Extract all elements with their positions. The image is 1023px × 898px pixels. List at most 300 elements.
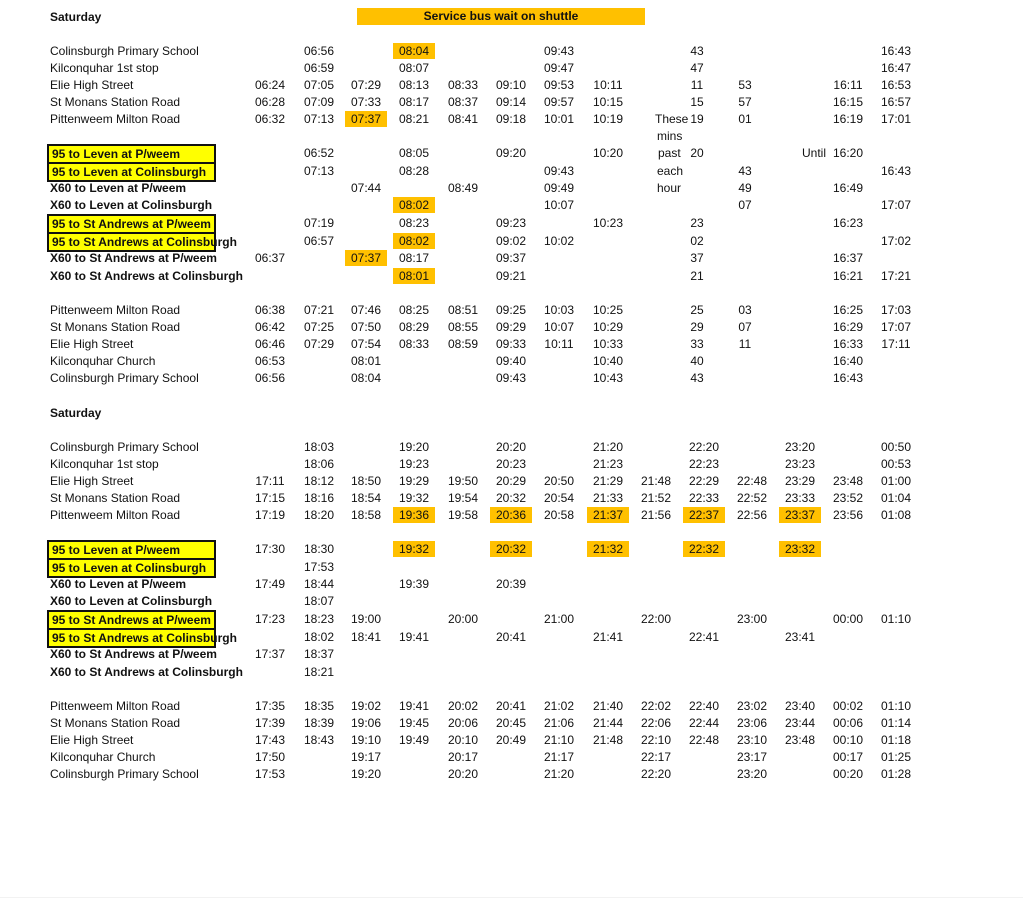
time-cell: 17:37 xyxy=(254,647,286,661)
time-cell: 20:20 xyxy=(495,440,527,454)
time-cell: 08:25 xyxy=(398,303,430,317)
time-cell: 18:43 xyxy=(303,733,335,747)
time-cell: 22:33 xyxy=(688,491,720,505)
time-cell: 21:40 xyxy=(592,699,624,713)
time-cell: 07 xyxy=(738,320,752,334)
time-cell: 16:25 xyxy=(832,303,864,317)
time-cell: 01:10 xyxy=(880,699,912,713)
time-cell: 17:11 xyxy=(255,474,285,488)
time-cell: 22:56 xyxy=(736,508,768,522)
stop-label: Elie High Street xyxy=(50,337,134,351)
time-cell: 10:33 xyxy=(592,337,624,351)
time-cell: 09:29 xyxy=(495,320,527,334)
time-cell: 10:29 xyxy=(592,320,624,334)
time-cell: 23:41 xyxy=(784,630,816,644)
time-cell: 22:52 xyxy=(736,491,768,505)
time-cell: 06:59 xyxy=(303,61,335,75)
time-cell: 23:00 xyxy=(736,612,768,626)
time-cell: 09:43 xyxy=(543,164,575,178)
time-cell: 23:56 xyxy=(832,508,864,522)
time-cell: 20:32 xyxy=(495,491,527,505)
time-cell: 33 xyxy=(690,337,704,351)
time-cell: 17:01 xyxy=(880,112,912,126)
time-cell: 18:41 xyxy=(350,630,382,644)
time-cell: 07:54 xyxy=(350,337,382,351)
stop-label: Colinsburgh Primary School xyxy=(50,371,199,385)
time-cell: 23:29 xyxy=(784,474,816,488)
time-cell: 47 xyxy=(690,61,704,75)
time-cell: 16:57 xyxy=(880,95,912,109)
time-cell: 23:33 xyxy=(784,491,816,505)
time-cell: 23:52 xyxy=(832,491,864,505)
time-cell: 00:53 xyxy=(880,457,912,471)
time-cell: 07:09 xyxy=(303,95,335,109)
time-cell: 20:17 xyxy=(447,750,479,764)
time-cell: 10:25 xyxy=(592,303,624,317)
time-cell: 22:41 xyxy=(688,630,720,644)
highlighted-time-cell: 22:32 xyxy=(683,541,725,557)
stop-label: Kilconquhar Church xyxy=(50,354,156,368)
time-cell: 07:13 xyxy=(303,164,335,178)
time-cell: 01:28 xyxy=(880,767,912,781)
time-cell: 21:52 xyxy=(640,491,672,505)
time-cell: 22:44 xyxy=(688,716,720,730)
time-cell: 06:32 xyxy=(254,112,286,126)
time-cell: 00:06 xyxy=(832,716,864,730)
section-title-2: Saturday xyxy=(50,406,102,420)
note-each: each xyxy=(657,164,684,178)
time-cell: 17:02 xyxy=(880,234,912,248)
stop-label: Pittenweem Milton Road xyxy=(50,112,181,126)
time-cell: 08:21 xyxy=(398,112,430,126)
time-cell: 18:44 xyxy=(303,577,335,591)
time-cell: 10:15 xyxy=(592,95,624,109)
time-cell: 21:41 xyxy=(592,630,624,644)
time-cell: 18:21 xyxy=(303,665,335,679)
time-cell: 18:54 xyxy=(350,491,382,505)
time-cell: 21:48 xyxy=(592,733,624,747)
time-cell: 09:43 xyxy=(495,371,527,385)
highlighted-time-cell: 07:37 xyxy=(345,111,387,127)
stop-label: Colinsburgh Primary School xyxy=(50,440,199,454)
time-cell: 09:37 xyxy=(495,251,527,265)
time-cell: 23:40 xyxy=(784,699,816,713)
time-cell: 21:48 xyxy=(640,474,672,488)
time-cell: 01:18 xyxy=(880,733,912,747)
time-cell: 20:00 xyxy=(447,612,479,626)
time-cell: 10:40 xyxy=(592,354,624,368)
time-cell: 02 xyxy=(690,234,704,248)
time-cell: 21:02 xyxy=(543,699,575,713)
time-cell: 19:54 xyxy=(447,491,479,505)
note-these: These xyxy=(655,112,689,126)
time-cell: 08:33 xyxy=(398,337,430,351)
stop-label: Pittenweem Milton Road xyxy=(50,508,181,522)
time-cell: 06:56 xyxy=(303,44,335,58)
time-cell: 22:17 xyxy=(640,750,672,764)
time-cell: 16:37 xyxy=(832,251,864,265)
highlighted-time-cell: 07:37 xyxy=(345,250,387,266)
time-cell: 21:20 xyxy=(543,767,575,781)
time-cell: 21:29 xyxy=(592,474,624,488)
time-cell: 17:19 xyxy=(254,508,286,522)
stop-label: Colinsburgh Primary School xyxy=(50,44,199,58)
time-cell: 17:35 xyxy=(254,699,286,713)
time-cell: 18:39 xyxy=(303,716,335,730)
time-cell: 20:23 xyxy=(495,457,527,471)
time-cell: 20:58 xyxy=(543,508,575,522)
stop-label: 95 to Leven at P/weem xyxy=(47,540,216,560)
highlighted-time-cell: 20:36 xyxy=(490,507,532,523)
highlighted-time-cell: 23:37 xyxy=(779,507,821,523)
time-cell: 17:15 xyxy=(254,491,286,505)
stop-label: Pittenweem Milton Road xyxy=(50,699,181,713)
highlighted-time-cell: 23:32 xyxy=(779,541,821,557)
time-cell: 53 xyxy=(738,78,752,92)
stop-label: X60 to St Andrews at P/weem xyxy=(50,251,217,265)
time-cell: 23:10 xyxy=(736,733,768,747)
time-cell: 23:20 xyxy=(736,767,768,781)
time-cell: 21:33 xyxy=(592,491,624,505)
stop-label: Colinsburgh Primary School xyxy=(50,767,199,781)
time-cell: 07:29 xyxy=(350,78,382,92)
time-cell: 20 xyxy=(690,146,704,160)
stop-label: X60 to St Andrews at Colinsburgh xyxy=(50,665,243,679)
time-cell: 22:20 xyxy=(640,767,672,781)
time-cell: 19:29 xyxy=(398,474,430,488)
stop-label: 95 to St Andrews at Colinsburgh xyxy=(47,628,216,648)
time-cell: 00:00 xyxy=(832,612,864,626)
time-cell: 22:48 xyxy=(688,733,720,747)
time-cell: 22:48 xyxy=(736,474,768,488)
section-title-1: Saturday xyxy=(50,10,102,24)
time-cell: 16:19 xyxy=(832,112,864,126)
time-cell: 18:20 xyxy=(303,508,335,522)
time-cell: 22:20 xyxy=(688,440,720,454)
time-cell: 49 xyxy=(738,181,752,195)
time-cell: 18:30 xyxy=(303,542,335,556)
time-cell: 07:21 xyxy=(303,303,335,317)
time-cell: 10:07 xyxy=(543,320,575,334)
time-cell: 09:25 xyxy=(495,303,527,317)
note-hour: hour xyxy=(657,181,682,195)
time-cell: 06:38 xyxy=(254,303,286,317)
time-cell: 08:05 xyxy=(398,146,430,160)
time-cell: 07:05 xyxy=(303,78,335,92)
highlighted-time-cell: 21:32 xyxy=(587,541,629,557)
time-cell: 21:17 xyxy=(543,750,575,764)
time-cell: 08:23 xyxy=(398,216,430,230)
time-cell: 10:01 xyxy=(543,112,575,126)
stop-label: St Monans Station Road xyxy=(50,716,181,730)
time-cell: 00:50 xyxy=(880,440,912,454)
highlighted-time-cell: 19:36 xyxy=(393,507,435,523)
time-cell: 10:11 xyxy=(593,78,623,92)
time-cell: 20:50 xyxy=(543,474,575,488)
time-cell: 19:39 xyxy=(398,577,430,591)
time-cell: 19:20 xyxy=(398,440,430,454)
time-cell: 19 xyxy=(690,112,704,126)
time-cell: 23:17 xyxy=(736,750,768,764)
time-cell: 16:43 xyxy=(832,371,864,385)
time-cell: 10:20 xyxy=(592,146,624,160)
stop-label: X60 to Leven at P/weem xyxy=(50,577,187,591)
highlighted-time-cell: 20:32 xyxy=(490,541,532,557)
time-cell: 22:29 xyxy=(688,474,720,488)
stop-label: 95 to St Andrews at P/weem xyxy=(47,610,216,630)
time-cell: 16:43 xyxy=(880,164,912,178)
time-cell: 22:00 xyxy=(640,612,672,626)
time-cell: 18:03 xyxy=(303,440,335,454)
stop-label: Elie High Street xyxy=(50,733,134,747)
time-cell: 20:54 xyxy=(543,491,575,505)
time-cell: 18:58 xyxy=(350,508,382,522)
time-cell: 20:02 xyxy=(447,699,479,713)
time-cell: 18:50 xyxy=(350,474,382,488)
time-cell: 19:00 xyxy=(350,612,382,626)
time-cell: 20:39 xyxy=(495,577,527,591)
time-cell: 21:44 xyxy=(592,716,624,730)
time-cell: 16:40 xyxy=(832,354,864,368)
time-cell: 20:49 xyxy=(495,733,527,747)
time-cell: 19:50 xyxy=(447,474,479,488)
time-cell: 06:37 xyxy=(254,251,286,265)
time-cell: 07:13 xyxy=(303,112,335,126)
time-cell: 18:06 xyxy=(303,457,335,471)
time-cell: 17:23 xyxy=(254,612,286,626)
time-cell: 19:06 xyxy=(350,716,382,730)
time-cell: 43 xyxy=(690,44,704,58)
time-cell: 21 xyxy=(690,269,704,283)
time-cell: 19:20 xyxy=(350,767,382,781)
time-cell: 20:41 xyxy=(495,699,527,713)
time-cell: 07:29 xyxy=(303,337,335,351)
stop-label: Pittenweem Milton Road xyxy=(50,303,181,317)
time-cell: 06:46 xyxy=(254,337,286,351)
time-cell: 08:04 xyxy=(350,371,382,385)
highlighted-time-cell: 19:32 xyxy=(393,541,435,557)
stop-label: X60 to St Andrews at P/weem xyxy=(50,647,217,661)
time-cell: 09:33 xyxy=(495,337,527,351)
time-cell: 18:37 xyxy=(303,647,335,661)
time-cell: 19:32 xyxy=(398,491,430,505)
time-cell: 08:51 xyxy=(447,303,479,317)
time-cell: 21:23 xyxy=(592,457,624,471)
time-cell: 08:59 xyxy=(447,337,479,351)
time-cell: 06:42 xyxy=(254,320,286,334)
time-cell: 37 xyxy=(690,251,704,265)
time-cell: 23:06 xyxy=(736,716,768,730)
time-cell: 17:43 xyxy=(254,733,286,747)
shuttle-wait-banner: Service bus wait on shuttle xyxy=(357,8,645,25)
time-cell: 20:10 xyxy=(447,733,479,747)
stop-label: X60 to St Andrews at Colinsburgh xyxy=(50,269,243,283)
time-cell: 22:06 xyxy=(640,716,672,730)
time-cell: 08:01 xyxy=(350,354,382,368)
time-cell: 15 xyxy=(690,95,704,109)
time-cell: 43 xyxy=(738,164,752,178)
time-cell: 09:40 xyxy=(495,354,527,368)
time-cell: 09:21 xyxy=(495,269,527,283)
time-cell: 10:23 xyxy=(592,216,624,230)
time-cell: 23:48 xyxy=(832,474,864,488)
time-cell: 01:08 xyxy=(880,508,912,522)
time-cell: 09:53 xyxy=(543,78,575,92)
time-cell: 07:25 xyxy=(303,320,335,334)
time-cell: 07:33 xyxy=(350,95,382,109)
time-cell: 08:33 xyxy=(447,78,479,92)
stop-label: Kilconquhar 1st stop xyxy=(50,457,159,471)
time-cell: 01:00 xyxy=(880,474,912,488)
time-cell: 40 xyxy=(690,354,704,368)
time-cell: 16:11 xyxy=(833,78,863,92)
highlighted-time-cell: 08:02 xyxy=(393,197,435,213)
stop-label: X60 to Leven at Colinsburgh xyxy=(50,594,213,608)
time-cell: 08:28 xyxy=(398,164,430,178)
time-cell: 18:12 xyxy=(303,474,335,488)
time-cell: 09:49 xyxy=(543,181,575,195)
time-cell: 17:49 xyxy=(254,577,286,591)
time-cell: 22:10 xyxy=(640,733,672,747)
time-cell: 17:30 xyxy=(254,542,286,556)
time-cell: 08:17 xyxy=(398,95,430,109)
time-cell: 00:10 xyxy=(832,733,864,747)
time-cell: 17:07 xyxy=(880,320,912,334)
highlighted-time-cell: 08:01 xyxy=(393,268,435,284)
time-cell: 01:25 xyxy=(880,750,912,764)
stop-label: 95 to Leven at Colinsburgh xyxy=(47,558,216,578)
time-cell: 09:23 xyxy=(495,216,527,230)
time-cell: 19:49 xyxy=(398,733,430,747)
time-cell: 01:14 xyxy=(880,716,912,730)
stop-label: Elie High Street xyxy=(50,474,134,488)
time-cell: 06:52 xyxy=(303,146,335,160)
stop-label: X60 to Leven at Colinsburgh xyxy=(50,198,213,212)
time-cell: 18:16 xyxy=(303,491,335,505)
highlighted-time-cell: 21:37 xyxy=(587,507,629,523)
time-cell: 19:45 xyxy=(398,716,430,730)
stop-label: 95 to St Andrews at Colinsburgh xyxy=(47,232,216,252)
time-cell: 09:47 xyxy=(543,61,575,75)
time-cell: 07:44 xyxy=(350,181,382,195)
time-cell: 16:23 xyxy=(832,216,864,230)
time-cell: 16:33 xyxy=(832,337,864,351)
time-cell: 57 xyxy=(738,95,752,109)
time-cell: 16:21 xyxy=(832,269,864,283)
time-cell: 20:45 xyxy=(495,716,527,730)
time-cell: 23 xyxy=(690,216,704,230)
time-cell: 10:07 xyxy=(543,198,575,212)
time-cell: 16:49 xyxy=(832,181,864,195)
time-cell: 16:53 xyxy=(880,78,912,92)
time-cell: 07:19 xyxy=(303,216,335,230)
time-cell: 18:07 xyxy=(303,594,335,608)
time-cell: 21:56 xyxy=(640,508,672,522)
highlighted-time-cell: 08:02 xyxy=(393,233,435,249)
time-cell: 10:11 xyxy=(544,337,574,351)
stop-label: Kilconquhar 1st stop xyxy=(50,61,159,75)
time-cell: 10:43 xyxy=(592,371,624,385)
time-cell: 16:47 xyxy=(880,61,912,75)
time-cell: 09:14 xyxy=(495,95,527,109)
stop-label: Kilconquhar Church xyxy=(50,750,156,764)
stop-label: 95 to Leven at P/weem xyxy=(47,144,216,164)
time-cell: 25 xyxy=(690,303,704,317)
time-cell: 19:41 xyxy=(398,699,430,713)
time-cell: 19:41 xyxy=(398,630,430,644)
time-cell: 11 xyxy=(690,78,704,92)
time-cell: 07:50 xyxy=(350,320,382,334)
time-cell: 21:10 xyxy=(543,733,575,747)
time-cell: 10:02 xyxy=(543,234,575,248)
note-mins: mins xyxy=(657,129,683,143)
note-until: Until xyxy=(802,146,827,160)
time-cell: 06:28 xyxy=(254,95,286,109)
time-cell: 17:07 xyxy=(880,198,912,212)
time-cell: 09:20 xyxy=(495,146,527,160)
time-cell: 20:06 xyxy=(447,716,479,730)
time-cell: 16:29 xyxy=(832,320,864,334)
time-cell: 07 xyxy=(738,198,752,212)
time-cell: 09:18 xyxy=(495,112,527,126)
stop-label: X60 to Leven at P/weem xyxy=(50,181,187,195)
time-cell: 10:03 xyxy=(543,303,575,317)
time-cell: 16:43 xyxy=(880,44,912,58)
time-cell: 08:17 xyxy=(398,251,430,265)
time-cell: 17:53 xyxy=(303,560,335,574)
time-cell: 07:46 xyxy=(350,303,382,317)
highlighted-time-cell: 22:37 xyxy=(683,507,725,523)
time-cell: 01 xyxy=(738,112,752,126)
time-cell: 08:37 xyxy=(447,95,479,109)
time-cell: 01:10 xyxy=(880,612,912,626)
time-cell: 06:24 xyxy=(254,78,286,92)
time-cell: 19:10 xyxy=(350,733,382,747)
stop-label: 95 to St Andrews at P/weem xyxy=(47,214,216,234)
time-cell: 09:10 xyxy=(495,78,527,92)
time-cell: 00:20 xyxy=(832,767,864,781)
time-cell: 16:20 xyxy=(832,146,864,160)
time-cell: 29 xyxy=(690,320,704,334)
time-cell: 10:19 xyxy=(592,112,624,126)
time-cell: 18:35 xyxy=(303,699,335,713)
time-cell: 16:15 xyxy=(832,95,864,109)
time-cell: 21:00 xyxy=(543,612,575,626)
time-cell: 03 xyxy=(738,303,752,317)
time-cell: 09:57 xyxy=(543,95,575,109)
time-cell: 09:43 xyxy=(543,44,575,58)
time-cell: 22:23 xyxy=(688,457,720,471)
note-past: past xyxy=(658,146,681,160)
time-cell: 20:29 xyxy=(495,474,527,488)
time-cell: 19:58 xyxy=(447,508,479,522)
time-cell: 08:07 xyxy=(398,61,430,75)
time-cell: 23:44 xyxy=(784,716,816,730)
time-cell: 19:17 xyxy=(350,750,382,764)
time-cell: 17:21 xyxy=(880,269,912,283)
time-cell: 21:06 xyxy=(543,716,575,730)
time-cell: 08:13 xyxy=(398,78,430,92)
stop-label: Elie High Street xyxy=(50,78,134,92)
time-cell: 17:39 xyxy=(254,716,286,730)
time-cell: 08:49 xyxy=(447,181,479,195)
time-cell: 22:02 xyxy=(640,699,672,713)
time-cell: 08:41 xyxy=(447,112,479,126)
time-cell: 11 xyxy=(738,337,752,351)
time-cell: 22:40 xyxy=(688,699,720,713)
time-cell: 09:02 xyxy=(495,234,527,248)
time-cell: 23:02 xyxy=(736,699,768,713)
